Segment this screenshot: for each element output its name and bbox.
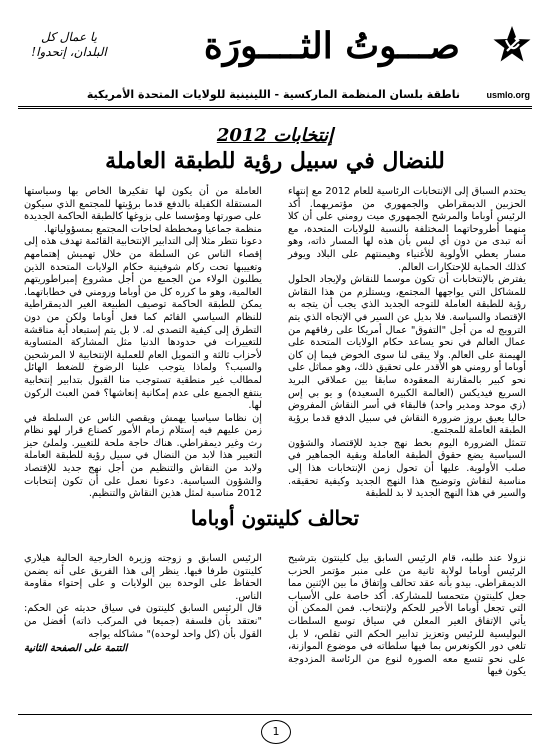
paper-title: صـــوتُ الثــــورَة bbox=[203, 25, 460, 67]
page-number: 1 bbox=[261, 720, 291, 744]
article-column-right bbox=[288, 186, 526, 500]
paragraph: يفترض بالإنتخابات أن تكون موسما للنقاش ولإيجاد الحلول للمشاكل التي يواجهها المجتمع، ويستلزم من هذا النقاش رؤية للطبقة العاملة للتوجه الجديد الذي يجب أن يتجه به الإقتصاد والسياسة. فلا بديل عن السير في الإتجاه الذي يتم الترويج له من أجل "التفوق" عمال أمريكا على رفاقهم من عمال العالم في نحو يساعد حكام الولايات المتحدة على الهيمنة على العالم. ولا يبقى لنا سوى الخوض فيما إن كان أوباما أو رومني هو الأقدر على تحقيق ذلك، وهو مماثل على نحو كبير بالمقارنة المعقودة سابقا بين عملاقي البريد السريع فيديكس (العالمة الكبيرة السعيدة) و يو بي إس (زي موحد ومدير واحد) فالبقاء في أسر النقاش المفروض حاليا يعيق بروز ضرورة النقاش في سبيل الدفع قدما برؤية الطبقة العاملة للمجتمع. bbox=[288, 274, 526, 437]
article-kicker: إنتخابات 2012 bbox=[216, 125, 334, 146]
masthead bbox=[18, 10, 532, 110]
paragraph: نزولا عند طلبه، قام الرئيس السابق بيل كلينتون بترشيح الرئيس أوباما لولاية ثانية من على منبر مؤتمر الحزب الديمقراطي. بيدو بأنه عقد تحالف وإتفاق ما بين الإثنين مما جعل كلينتون متحمسا للمشاركة. أكد خاصة على الأسباب التي تجعل أوباما الأخير للحكم ولإنتخاب. فمن الممكن أن يأتي الإتفاق الغير المعلن في سياق توسع السلطات البوليسية للرئيس وتعزيز تدابير الحكم التي تقلص، لا بل تلغي دور الكونغرس بما فيها سلطاته في موضوع الموازنة، على نحو تتسع معه الصورة لنوع من الرئاسة المزدوجة يكون فيها bbox=[288, 553, 526, 678]
article2-column-left bbox=[24, 553, 262, 703]
article-column-left bbox=[24, 186, 262, 500]
footer-divider bbox=[18, 714, 532, 715]
slogan: يا عمال كل البلدان، إتحدوا! bbox=[31, 30, 107, 59]
masthead-divider bbox=[18, 106, 532, 109]
paper-subtitle: ناطقة بلسان المنظمة الماركسية - اللينينية للولايات المتحدة الأمريكية bbox=[86, 88, 460, 101]
article-headline: للنضال في سبيل رؤية للطبقة العاملة bbox=[105, 148, 445, 174]
paragraph: قال الرئيس السابق كلينتون في سياق حديثه عن الحكم: "نعتقد بأن فلسفة (جميعا في المركب ذاته) أفضل من القول بأن (كل واحد لوحده)" مشاكله يواجه bbox=[24, 603, 262, 640]
continued-note[interactable]: التتمة على الصفحة الثانية bbox=[24, 643, 128, 655]
paragraph: الرئيس السابق و زوجته وزيرة الخارجية الحالية هيلاري كلينتون طرفا فيها. ينظر إلى هذا الفريق على أنه يضمن الحفاظ على الوحدة بين الولايات و على إحتواء مقاومة الناس. bbox=[24, 553, 262, 602]
article2-column-right bbox=[288, 553, 526, 703]
site-url[interactable]: usmlo.org bbox=[486, 90, 530, 100]
paragraph: العاملة من أن يكون لها تفكيرها الخاص بها وسياستها المستقلة الكفيلة بالدفع قدما برؤيتها للمجتمع الذي سيكون على صورتها ومؤسسا على بزوغها كالطبقة الحاكمة الجديدة منظمة جماعيا ومخططة لحاجات المجتمع بمسؤولياتها. bbox=[24, 186, 262, 235]
star-hammer-sickle-icon bbox=[492, 24, 532, 64]
paragraph: تتمثل الضرورة اليوم بخط نهج جديد للإقتصاد والشؤون السياسية يضع حقوق الطبقة العاملة وبقية الجماهير في صلب الأولوية. عليها أن تحول زمن الإنتخابات هذا إلى مناسبة لنقاش وتوضيح هذا النهج الجديد وكيفية تحقيقه. والسير في هذا النهج الجديد لا بد للطبقة bbox=[288, 437, 526, 500]
section-headline: تحالف كلينتون أوباما bbox=[190, 506, 360, 530]
paragraph: إن نظاما سياسيا يهمش ويقصي الناس عن السلطة في زمن عليهم فيه إستلام زمام الأمور كصناع قرار لهو نظام رث وغير ديمقراطي. هناك حاجة ملحة للتغيير. ولملئ حيز التغيير هذا لابد من النضال في سبيل رؤية للطبقة العاملة ولابد من النقاش والتنظيم من أجل نهج جديد للإقتصاد والشؤون السياسية. دعونا نعمل على أن تكون إنتخابات 2012 مناسبة لمثل هذين النقاش والتنظيم. bbox=[24, 412, 262, 500]
paragraph: دعونا نتطر مثلا إلى التدابير الإنتخابية القائمة تهدف هذه إلى إقصاء الناس عن السلطة من خلال تهميش إهتمامهم وتغييبها تحت ركام شوفينية حكام الولايات المتحدة الذين يطلبون الولاء من الجميع من أجل مشروع إمبراطوريتهم العالمية، وهو ما كرره كل من أوباما ورومني في خطاباتهما. يمكن للطبقة الحاكمة توصيف الطبيعة الغير الديمقراطية للنظام السياسي القائم كما فعل أوباما ولكن من دون التطرق إلى كيفية التصدي له. لا بل يتم إستبعاد أية مناقشة للتغييرات في حدودها الدنيا مثل المشاركة المتساوية لأحزاب ثالثة و التمويل العام للعملية الإنتخابية لا المرشحين والسبب؟ ولماذا يتوجب علينا الرضوخ للضغط الهائل لمطالب غير منطقية تستوجب منا القبول بتدابير إنتخابية ينتفع الجميع على عدم إمكانية إنعاشها؟ فمن العبث الركون لها. bbox=[24, 236, 262, 412]
paragraph: يحتدم السباق إلى الإنتخابات الرئاسية للعام 2012 مع إنتهاء الحزبين الديمقراطي والجمهوري من مؤتمريهما. أكد الرئيس أوباما والمرشح الجمهوري ميت رومني على أن كلا منهما أطروحاتهما المختلفة بالنسبة للولايات المتحدة، مع أنه تبدى من دون أي لبس بأن هذه لها المسار ذاته، وهو مسار يعطي الأولوية للأغنياء وهيمنتهم على البلاد ويوفر كذلك الحماية للإحتكارات العالم. bbox=[288, 186, 526, 273]
